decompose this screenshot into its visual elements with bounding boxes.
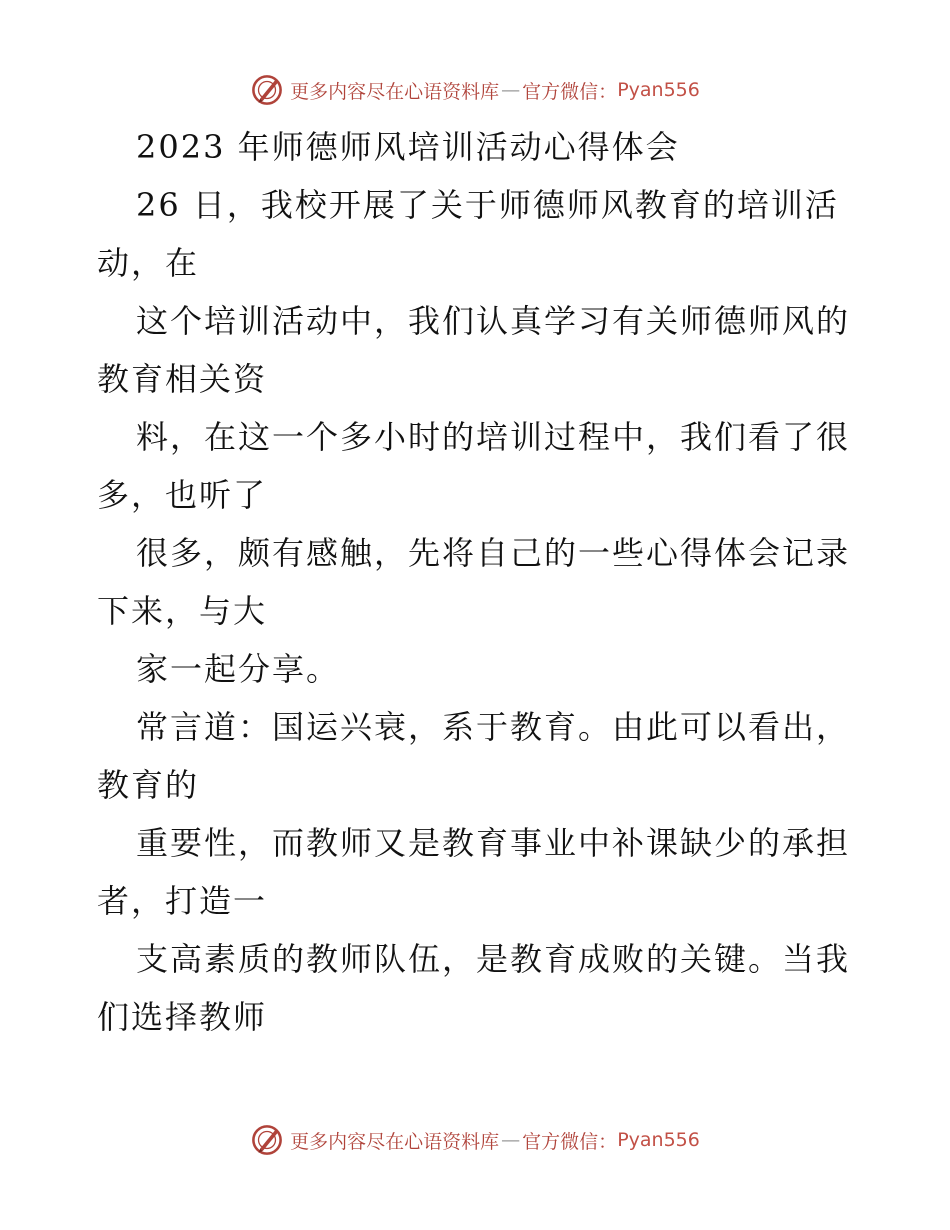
paragraph-line: 料，在这一个多小时的培训过程中，我们看了很: [136, 418, 851, 456]
paragraph-line: 下来，与大: [97, 592, 268, 630]
paragraph-line: 支高素质的教师队伍，是教育成败的关键。当我: [136, 940, 851, 978]
quill-pen-seal-icon: [250, 73, 284, 107]
watermark-main-text: 更多内容尽在心语资料库: [290, 1130, 500, 1153]
watermark-separator: —: [501, 1129, 521, 1151]
paragraph-line: 这个培训活动中，我们认真学习有关师德师风的: [136, 302, 851, 340]
paragraph-line: 们选择教师: [97, 998, 268, 1036]
watermark-wechat-id: Pyan556: [617, 79, 700, 101]
paragraph-line: 教育相关资: [97, 360, 268, 398]
paragraph-line: 重要性，而教师又是教育事业中补课缺少的承担: [136, 824, 851, 862]
paragraph-line: 多，也听了: [97, 476, 268, 514]
paragraph-line: 教育的: [97, 766, 200, 804]
document-body: [0, 118, 950, 1046]
quill-pen-seal-icon: [250, 1123, 284, 1157]
watermark-label: 官方微信：: [522, 80, 618, 103]
paragraph-line: 家一起分享。: [136, 650, 341, 688]
paragraph-line: 常言道：国运兴衰，系于教育。由此可以看出，: [136, 708, 851, 746]
watermark-main-text: 更多内容尽在心语资料库: [290, 80, 500, 103]
footer-watermark: [0, 1120, 950, 1160]
watermark-separator: —: [501, 79, 521, 101]
watermark-wechat-id: Pyan556: [617, 1129, 700, 1151]
paragraph-line: 26 日，我校开展了关于师德师风教育的培训活: [136, 186, 839, 224]
document-title: 2023 年师德师风培训活动心得体会: [136, 128, 680, 166]
header-watermark: [0, 70, 950, 110]
paragraph-line: 动，在: [97, 244, 200, 282]
paragraph-line: 很多，颇有感触，先将自己的一些心得体会记录: [136, 534, 851, 572]
paragraph-line: 者，打造一: [97, 882, 268, 920]
watermark-label: 官方微信：: [522, 1130, 618, 1153]
